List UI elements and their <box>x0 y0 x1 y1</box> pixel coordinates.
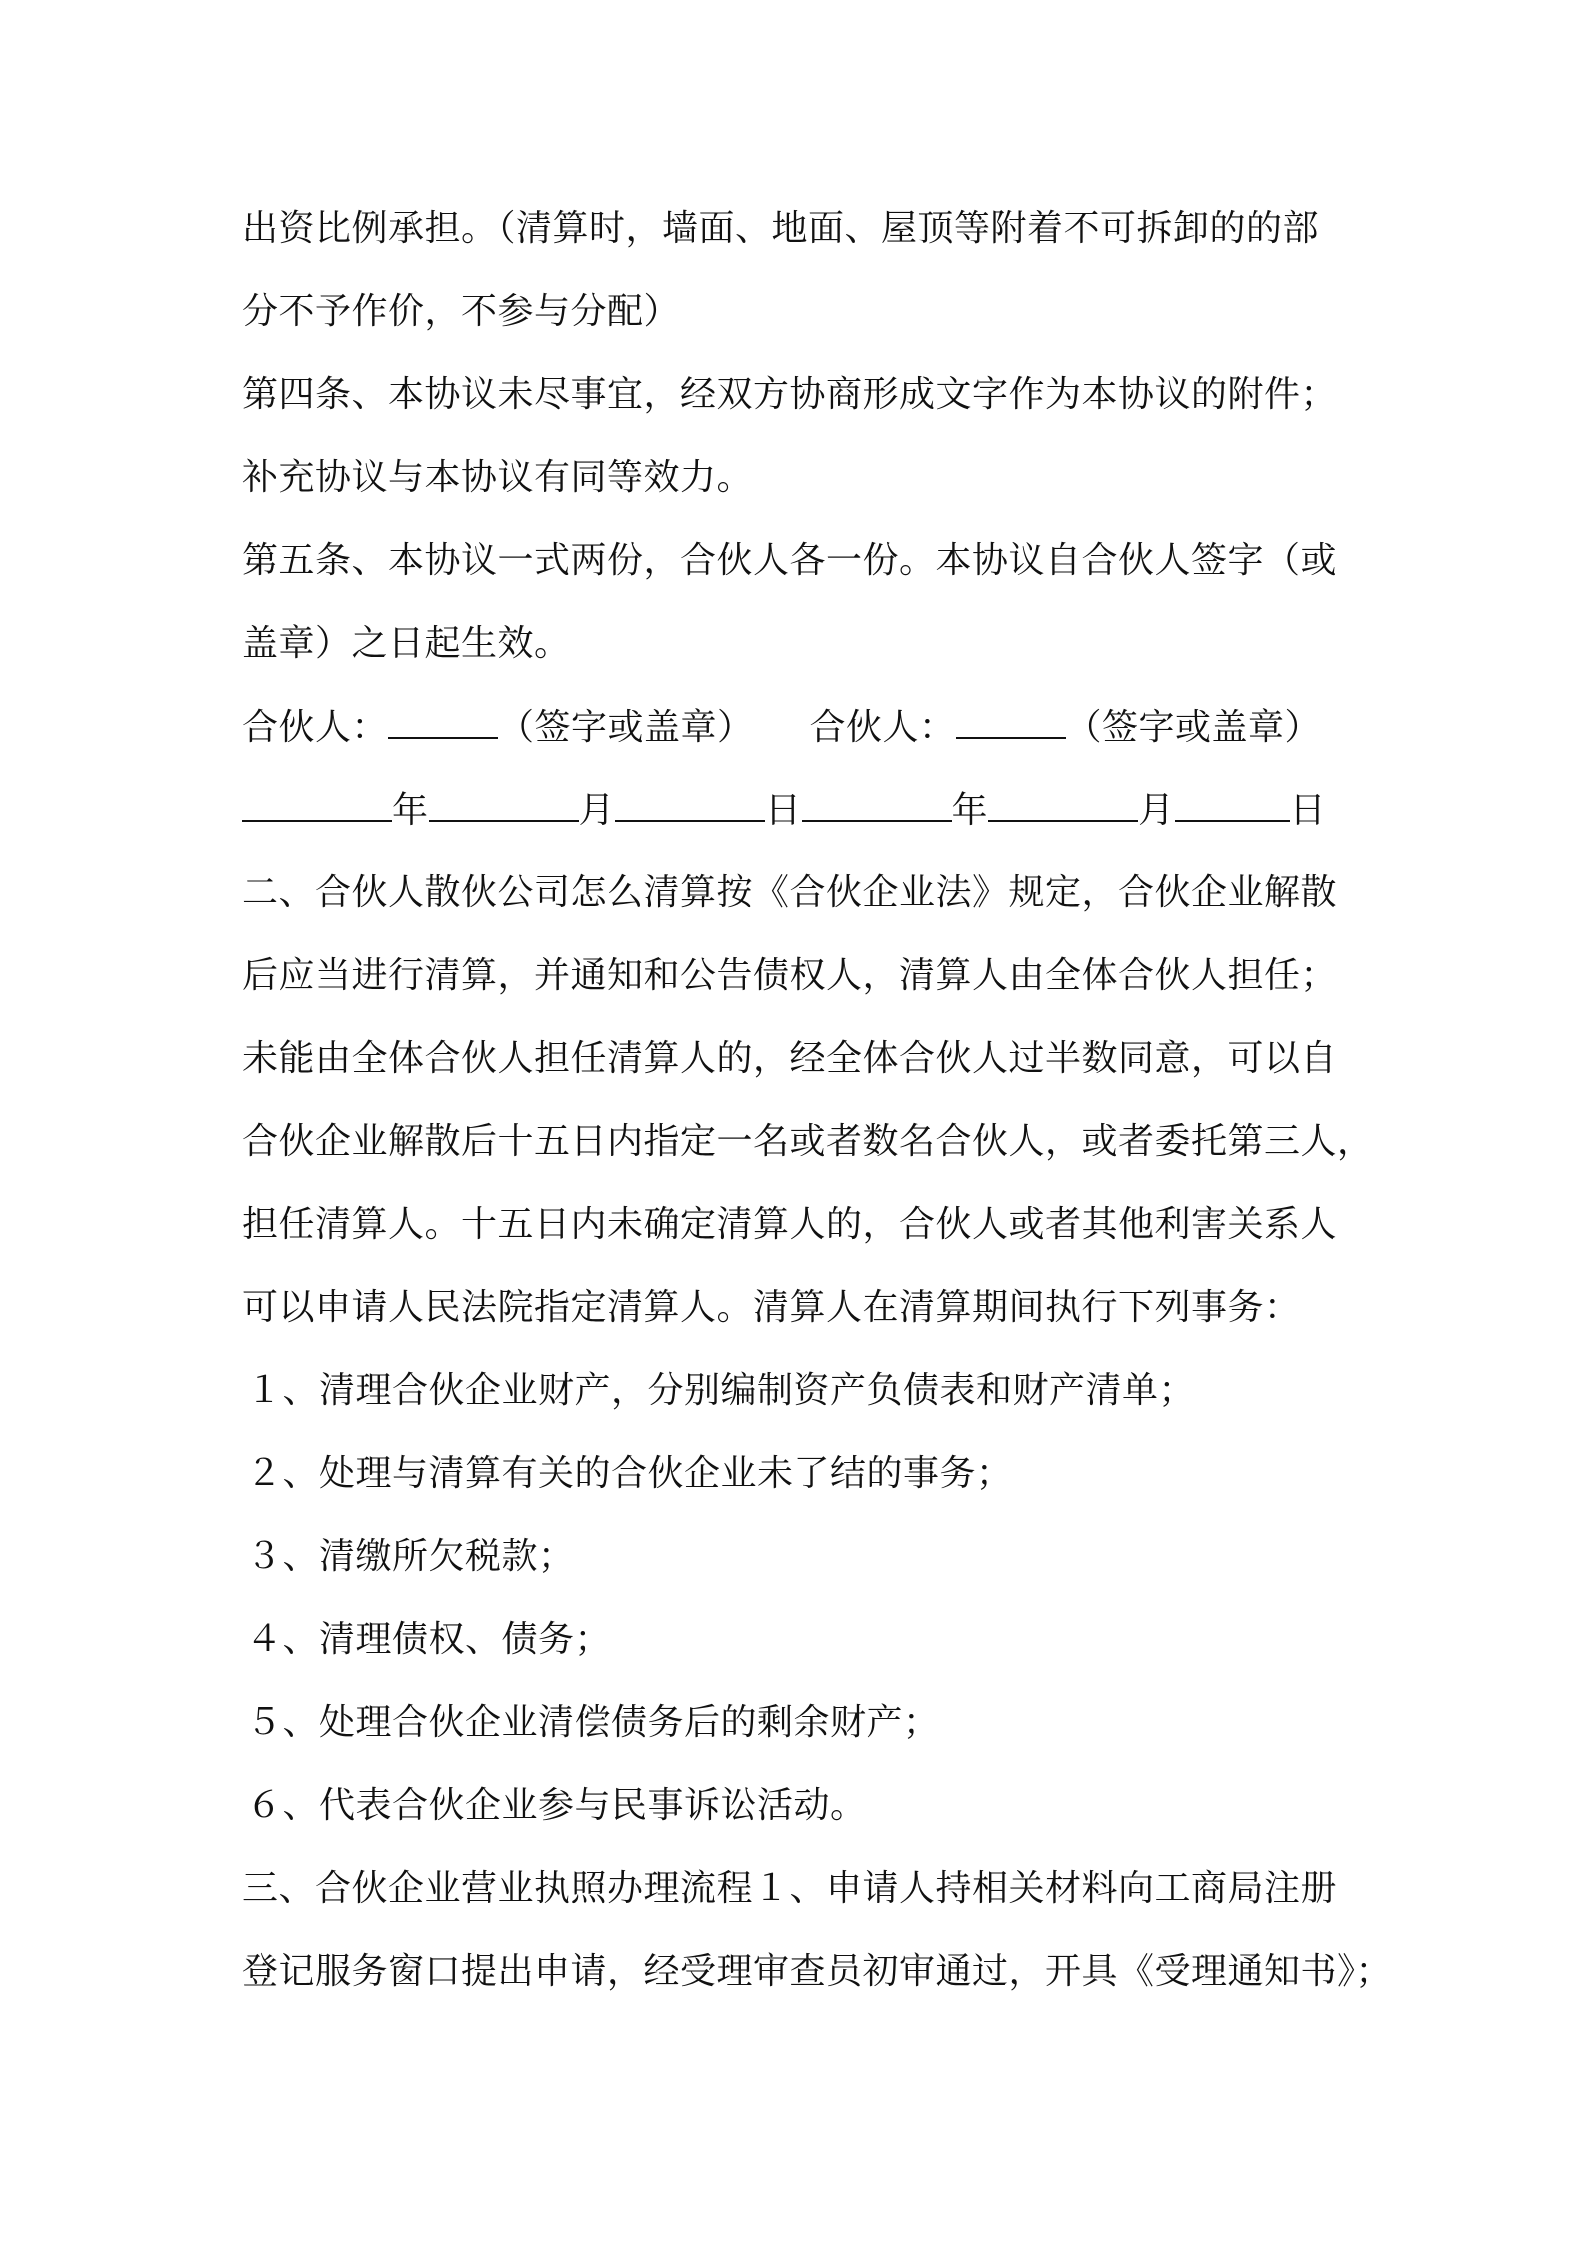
section-2-line: 可以申请人民法院指定清算人。清算人在清算期间执行下列事务： <box>242 1287 1301 1328</box>
paragraph-line: 补充协议与本协议有同等效力。 <box>242 457 754 498</box>
list-item: ６、代表合伙企业参与民事诉讼活动。 <box>246 1785 867 1826</box>
signature-blank[interactable] <box>388 703 498 739</box>
sign-note: （签字或盖章） <box>1065 707 1322 748</box>
paragraph-line: 第四条、本协议未尽事宜，经双方协商形成文字作为本协议的附件； <box>242 374 1338 415</box>
date-line <box>242 786 1372 835</box>
day-label: 日 <box>765 790 802 831</box>
month-blank[interactable] <box>988 786 1138 822</box>
list-item: ２、处理与清算有关的合伙企业未了结的事务； <box>246 1453 1013 1494</box>
section-3-line: 三、合伙企业营业执照办理流程１、申请人持相关材料向工商局注册 <box>242 1868 1338 1909</box>
partner-label: 合伙人： <box>809 707 956 748</box>
sign-note: （签字或盖章） <box>498 707 754 748</box>
paragraph-line: 分不予作价，不参与分配） <box>242 291 681 332</box>
list-item: １、清理合伙企业财产，分别编制资产负债表和财产清单； <box>246 1370 1196 1411</box>
month-label: 月 <box>1138 790 1175 831</box>
section-2-line: 合伙企业解散后十五日内指定一名或者数名合伙人，或者委托第三人， <box>242 1121 1374 1162</box>
signature-line <box>242 703 1372 752</box>
section-2-line: 后应当进行清算，并通知和公告债权人，清算人由全体合伙人担任； <box>242 955 1338 996</box>
section-2-line: 二、合伙人散伙公司怎么清算按《合伙企业法》规定，合伙企业解散 <box>242 872 1338 913</box>
day-blank[interactable] <box>1175 786 1290 822</box>
day-label: 日 <box>1289 790 1327 831</box>
list-item: ３、清缴所欠税款； <box>246 1536 575 1577</box>
section-2-line: 未能由全体合伙人担任清算人的，经全体合伙人过半数同意，可以自 <box>242 1038 1338 1079</box>
year-blank[interactable] <box>242 786 392 822</box>
list-item: ４、清理债权、债务； <box>246 1619 612 1660</box>
year-blank[interactable] <box>802 786 952 822</box>
signature-blank[interactable] <box>956 703 1066 739</box>
year-label: 年 <box>392 790 429 831</box>
month-label: 月 <box>578 790 616 831</box>
month-blank[interactable] <box>429 786 579 822</box>
year-label: 年 <box>951 790 989 831</box>
paragraph-line: 第五条、本协议一式两份，合伙人各一份。本协议自合伙人签字（或 <box>242 540 1338 581</box>
paragraph-line: 盖章）之日起生效。 <box>242 623 571 664</box>
section-3-line: 登记服务窗口提出申请，经受理审查员初审通过，开具《受理通知书》； <box>242 1951 1393 1992</box>
paragraph-line: 出资比例承担。（清算时，墙面、地面、屋顶等附着不可拆卸的的部 <box>242 208 1320 249</box>
partner-label: 合伙人： <box>242 707 389 748</box>
section-2-line: 担任清算人。十五日内未确定清算人的，合伙人或者其他利害关系人 <box>242 1204 1338 1245</box>
list-item: ５、处理合伙企业清偿债务后的剩余财产； <box>246 1702 940 1743</box>
day-blank[interactable] <box>615 786 765 822</box>
